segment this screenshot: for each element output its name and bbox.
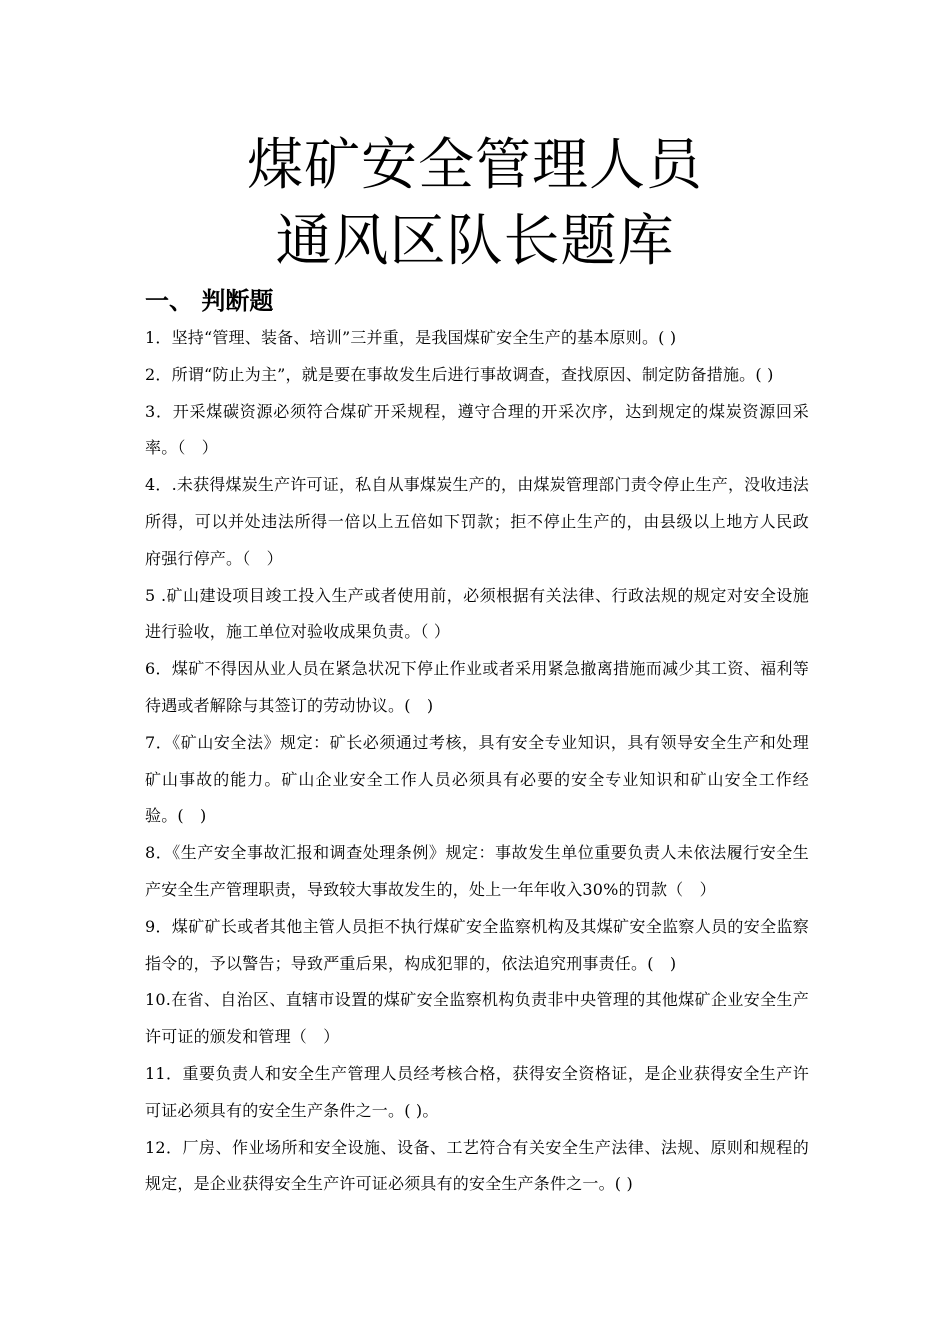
question-item-1: 1．坚持“管理、装备、培训”三并重，是我国煤矿安全生产的基本原则。( ): [145, 328, 677, 347]
question-list: [145, 320, 809, 1203]
question-item-6: 6．煤矿不得因从业人员在紧急状况下停止作业或者采用紧急撤离措施而减少其工资、福利等待遇或者解除与其签订的劳动协议。( ): [145, 659, 809, 715]
section-heading: 一、 判断题: [145, 287, 274, 315]
title-line-1: 煤矿安全管理人员: [247, 133, 703, 198]
question-item-5: 5 .矿山建设项目竣工投入生产或者使用前，必须根据有关法律、行政法规的规定对安全设施进行验收，施工单位对验收成果负责。（ ）: [145, 585, 809, 642]
question-item-4: 4．.未获得煤炭生产许可证，私自从事煤炭生产的，由煤炭管理部门责令停止生产，没收违法所得，可以并处违法所得一倍以上五倍如下罚款；拒不停止生产的，由县级以上地方人民政府强行停产。（ ）: [145, 475, 809, 568]
question-item-11: 11．重要负责人和安全生产管理人员经考核合格，获得安全资格证，是企业获得安全生产许可证必须具有的安全生产条件之一。( )。: [145, 1063, 809, 1120]
question-item-2: 2．所谓“防止为主”，就是要在事故发生后进行事故调查，查找原因、制定防备措施。( ): [145, 364, 774, 384]
question-item-7: 7．《矿山安全法》规定：矿长必须通过考核，具有安全专业知识，具有领导安全生产和处理矿山事故的能力。矿山企业安全工作人员必须具有必要的安全专业知识和矿山安全工作经验。( ): [145, 732, 809, 826]
question-item-9: 9．煤矿矿长或者其他主管人员拒不执行煤矿安全监察机构及其煤矿安全监察人员的安全监察指令的，予以警告；导致严重后果，构成犯罪的，依法追究刑事责任。( ): [145, 916, 809, 973]
question-item-3: 3．开采煤碳资源必须符合煤矿开采规程，遵守合理的开采次序，达到规定的煤炭资源回采率。（ ）: [145, 401, 809, 458]
question-item-8: 8．《生产安全事故汇报和调查处理条例》规定：事故发生单位重要负责人未依法履行安全生产安全生产管理职责，导致较大事故发生的，处上一年年收入30%的罚款（ ）: [145, 843, 809, 899]
question-item-12: 12．厂房、作业场所和安全设施、设备、工艺符合有关安全生产法律、法规、原则和规程的规定，是企业获得安全生产许可证必须具有的安全生产条件之一。( ): [145, 1137, 809, 1194]
question-item-10: 10.在省、自治区、直辖市设置的煤矿安全监察机构负责非中央管理的其他煤矿企业安全生产许可证的颁发和管理（ ）: [145, 990, 809, 1047]
title-line-2: 通风区队长题库: [275, 209, 675, 274]
document-title: [0, 128, 950, 280]
